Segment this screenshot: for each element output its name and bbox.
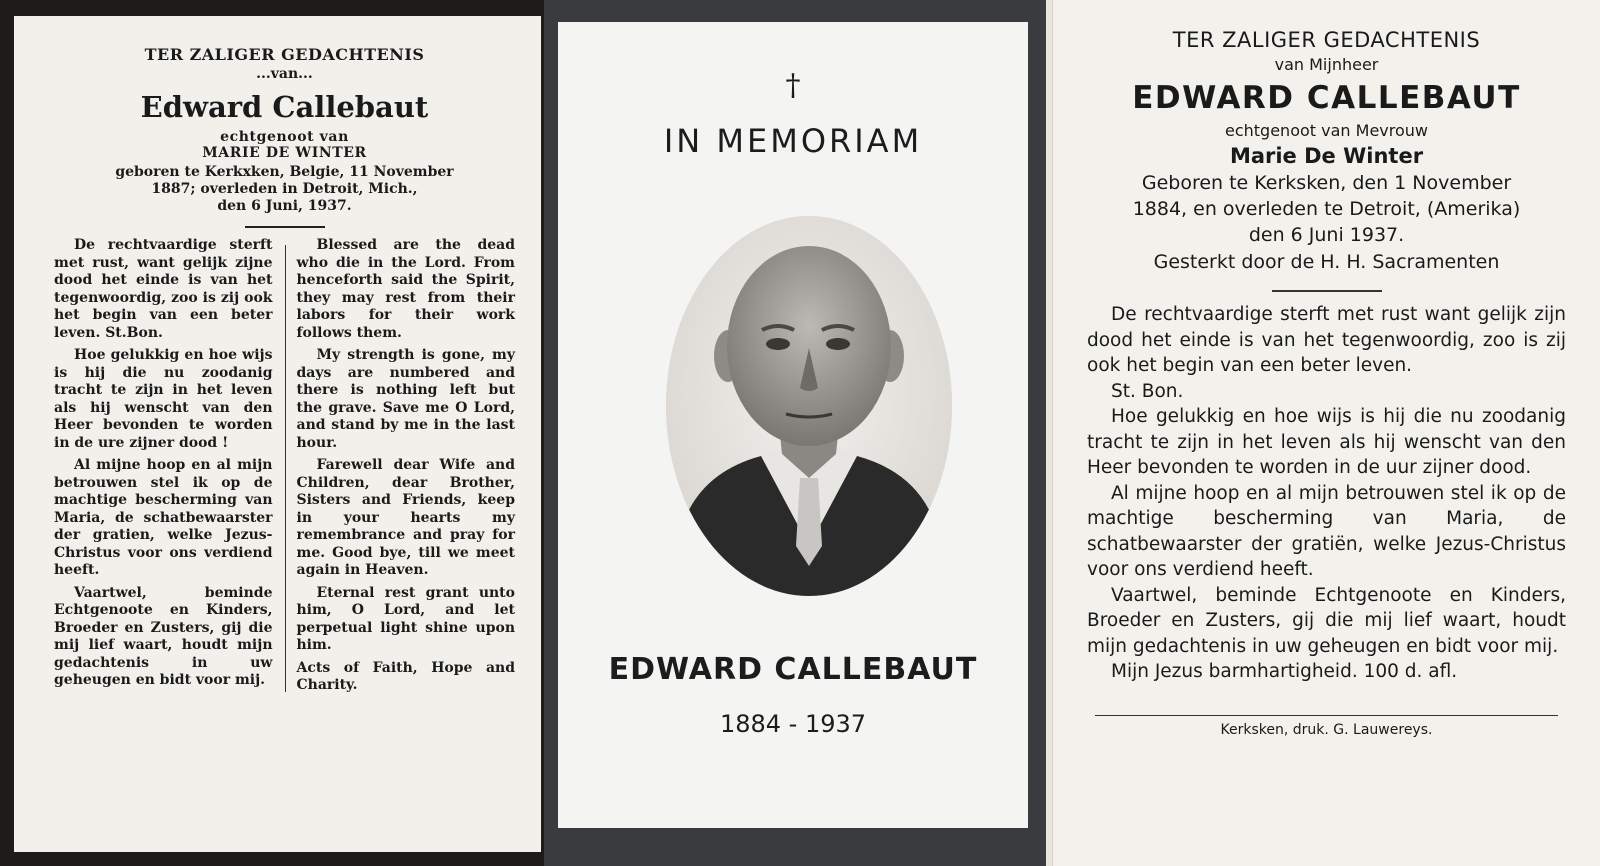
english-paragraph: Blessed are the dead who die in the Lord. From henceforth said the Spirit, they may rest from their labors for their work follows them. — [296, 237, 515, 341]
english-column — [285, 237, 516, 700]
dutch-paragraph: Al mijne hoop en al mijn betrouwen stel ik op de machtige bescherming van Maria, de schatbewaarster der gratien, welke Jezus-Christus voor ons verdiend heeft. — [54, 457, 273, 578]
memorial-years: 1884 - 1937 — [719, 710, 867, 738]
memorial-card-right — [1052, 0, 1600, 866]
birth-line-3: den 6 Juni 1937. — [1248, 224, 1405, 246]
column-divider — [285, 245, 286, 692]
birth-line-1: Geboren te Kerksken, den 1 November — [1141, 172, 1512, 194]
prayer-paragraph: Mijn Jezus barmhartigheid. 100 d. afl. — [1111, 661, 1458, 682]
memorial-card-left — [0, 0, 555, 866]
prayer-paragraph: Hoe gelukkig en hoe wijs is hij die nu zoodanig tracht te zijn in het leven als hij wenscht van den Heer bevonden te worden in de uur zijner dood. — [1087, 406, 1566, 478]
heading: TER ZALIGER GEDACHTENIS — [1172, 28, 1481, 52]
card-center-page — [558, 22, 1028, 828]
spouse-prefix: echtgenoot van Mevrouw — [1225, 121, 1428, 140]
van-line: van Mijnheer — [1274, 55, 1379, 74]
birth-death-text — [54, 164, 515, 215]
card-right-body — [1087, 302, 1566, 685]
divider — [245, 226, 325, 228]
footer-divider — [1095, 715, 1558, 716]
birth-line-2: 1887; overleden in Detroit, Mich., — [151, 181, 418, 197]
dutch-paragraph: Vaartwel, beminde Echtgenoote en Kinders, Broeder en Zusters, gij die mij lief waart, houdt mijn gedachtenis in uw geheugen en bidt voor mij. — [54, 584, 273, 688]
dutch-column — [54, 237, 285, 700]
birth-line-3: den 6 Juni, 1937. — [217, 198, 352, 214]
dutch-paragraph: De rechtvaardige sterft met rust, want gelijk zijne dood het einde is van het tegenwoordig, zoo is zij ook het begin van een beter leven. St.Bon. — [54, 237, 273, 341]
sacraments-line: Gesterkt door de H. H. Sacramenten — [1153, 251, 1500, 273]
divider — [1272, 290, 1382, 292]
signature: St. Bon. — [1111, 380, 1184, 402]
closing-line: Acts of Faith, Hope and Charity. — [296, 659, 515, 693]
birth-line-1: geboren te Kerkxken, Belgie, 11 November — [115, 164, 454, 180]
card-right-header — [1087, 26, 1566, 292]
spouse-name: Marie De Winter — [1229, 144, 1424, 168]
card-left-page — [14, 16, 541, 852]
heading: TER ZALIGER GEDACHTENIS — [144, 45, 425, 64]
card-left-header — [54, 44, 515, 228]
printer-credit: Kerksken, druk. G. Lauwereys. — [1220, 721, 1433, 738]
deceased-name: EDWARD CALLEBAUT — [1132, 80, 1521, 116]
english-paragraph: My strength is gone, my days are numbered and there is nothing left but the grave. Save me O Lord, and stand by me in the last hour. — [296, 347, 515, 451]
prayer-paragraph: Vaartwel, beminde Echtgenoote en Kinders, Broeder en Zusters, gij die mij lief waart, houdt mijn gedachtenis in uw geheugen en bidt voor mij. — [1087, 584, 1566, 657]
english-paragraph: Eternal rest grant unto him, O Lord, and let perpetual light shine upon him. — [296, 584, 515, 653]
birth-line-2: 1884, en overleden te Detroit, (Amerika) — [1132, 198, 1521, 220]
dutch-paragraph: Hoe gelukkig en hoe wijs is hij die nu zoodanig tracht te zijn in het leven als hij wenscht van den Heer bevonden te worden in de ure zijner dood ! — [54, 347, 273, 451]
memorial-name: EDWARD CALLEBAUT — [608, 652, 978, 687]
text-columns — [54, 237, 515, 700]
prayer-paragraph: Al mijne hoop en al mijn betrouwen stel ik op de machtige bescherming van Maria, de schatbewaarster der gratiën, welke Jezus-Christus voor ons verdiend heeft. — [1087, 482, 1566, 580]
english-paragraph: Farewell dear Wife and Children, dear Brother, Sisters and Friends, keep in your hearts my remembrance and pray for me. Good bye, till we meet again in Heaven. — [296, 457, 515, 578]
prayer-paragraph: De rechtvaardige sterft met rust want gelijk zijn dood het einde is van het tegenwoordig, zoo is zij ook het begin van een beter leven. — [1087, 304, 1566, 376]
portrait-icon — [666, 216, 952, 596]
cross-icon: † — [785, 68, 801, 103]
in-memoriam-title: IN MEMORIAM — [663, 122, 923, 160]
spouse-name: MARIE DE WINTER — [202, 145, 367, 161]
memorial-card-center — [544, 0, 1046, 866]
spouse-prefix: echtgenoot van — [220, 129, 349, 145]
deceased-name: Edward Callebaut — [140, 90, 429, 124]
van-line: ...van... — [256, 66, 313, 82]
portrait-photo — [666, 216, 952, 596]
